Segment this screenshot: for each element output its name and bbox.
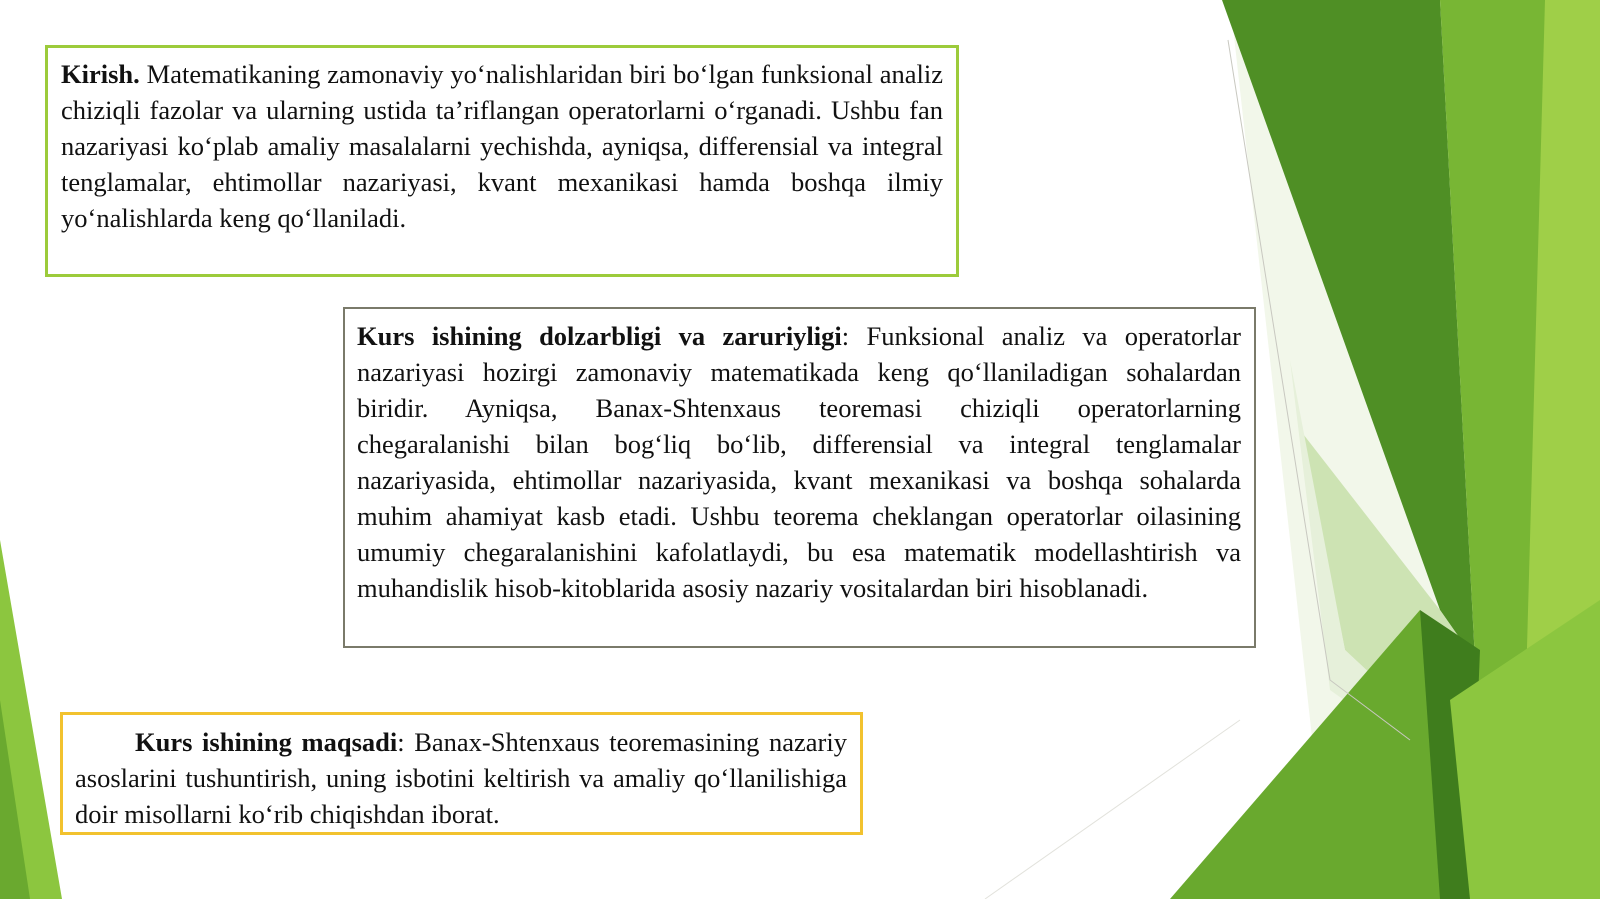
relevance-heading: Kurs ishining dolzarbligi va zaruriyligi [357, 321, 842, 351]
intro-heading: Kirish. [61, 59, 140, 89]
goal-text: : Banax-Shtenxaus teoremasining nazariy asoslarini tushuntirish, uning isbotini keltirish va amaliy qo‘llanilishiga doir misollarni ko‘rib chiqishdan iborat. [75, 727, 847, 829]
intro-text: Matematikaning zamonaviy yo‘nalishlaridan biri bo‘lgan funksional analiz chiziqli fazolar va ularning ustida ta’riflangan operatorlarni o‘rganadi. Ushbu fan nazariyasi ko‘plab amaliy masalalarni yechishda, ayniqsa, differensial va integral tenglamalar, ehtimollar nazariyasi, kvant mexanikasi hamda boshqa ilmiy yo‘nalishlarda keng qo‘llaniladi. [61, 59, 943, 233]
goal-box [60, 712, 863, 835]
relevance-text: : Funksional analiz va operatorlar nazariyasi hozirgi zamonaviy matematikada keng qo‘llaniladigan sohalardan biridir. Ayniqsa, Banax-Shtenxaus teoremasi chiziqli operatorlarning chegaralanishi bilan bog‘liq bo‘lib, differensial va integral tenglamalar nazariyasida, ehtimollar nazariyasida, kvant mexanikasi va boshqa sohalarda muhim ahamiyat kasb etadi. Ushbu teorema cheklangan operatorlar oilasining umumiy chegaralanishini kafolatlaydi, bu esa matematik modellashtirish va muhandislik hisob-kitoblarida asosiy nazariy vositalardan biri hisoblanadi. [357, 321, 1241, 603]
relevance-box [343, 307, 1256, 648]
intro-box [45, 45, 959, 277]
goal-heading: Kurs ishining maqsadi [135, 727, 398, 757]
